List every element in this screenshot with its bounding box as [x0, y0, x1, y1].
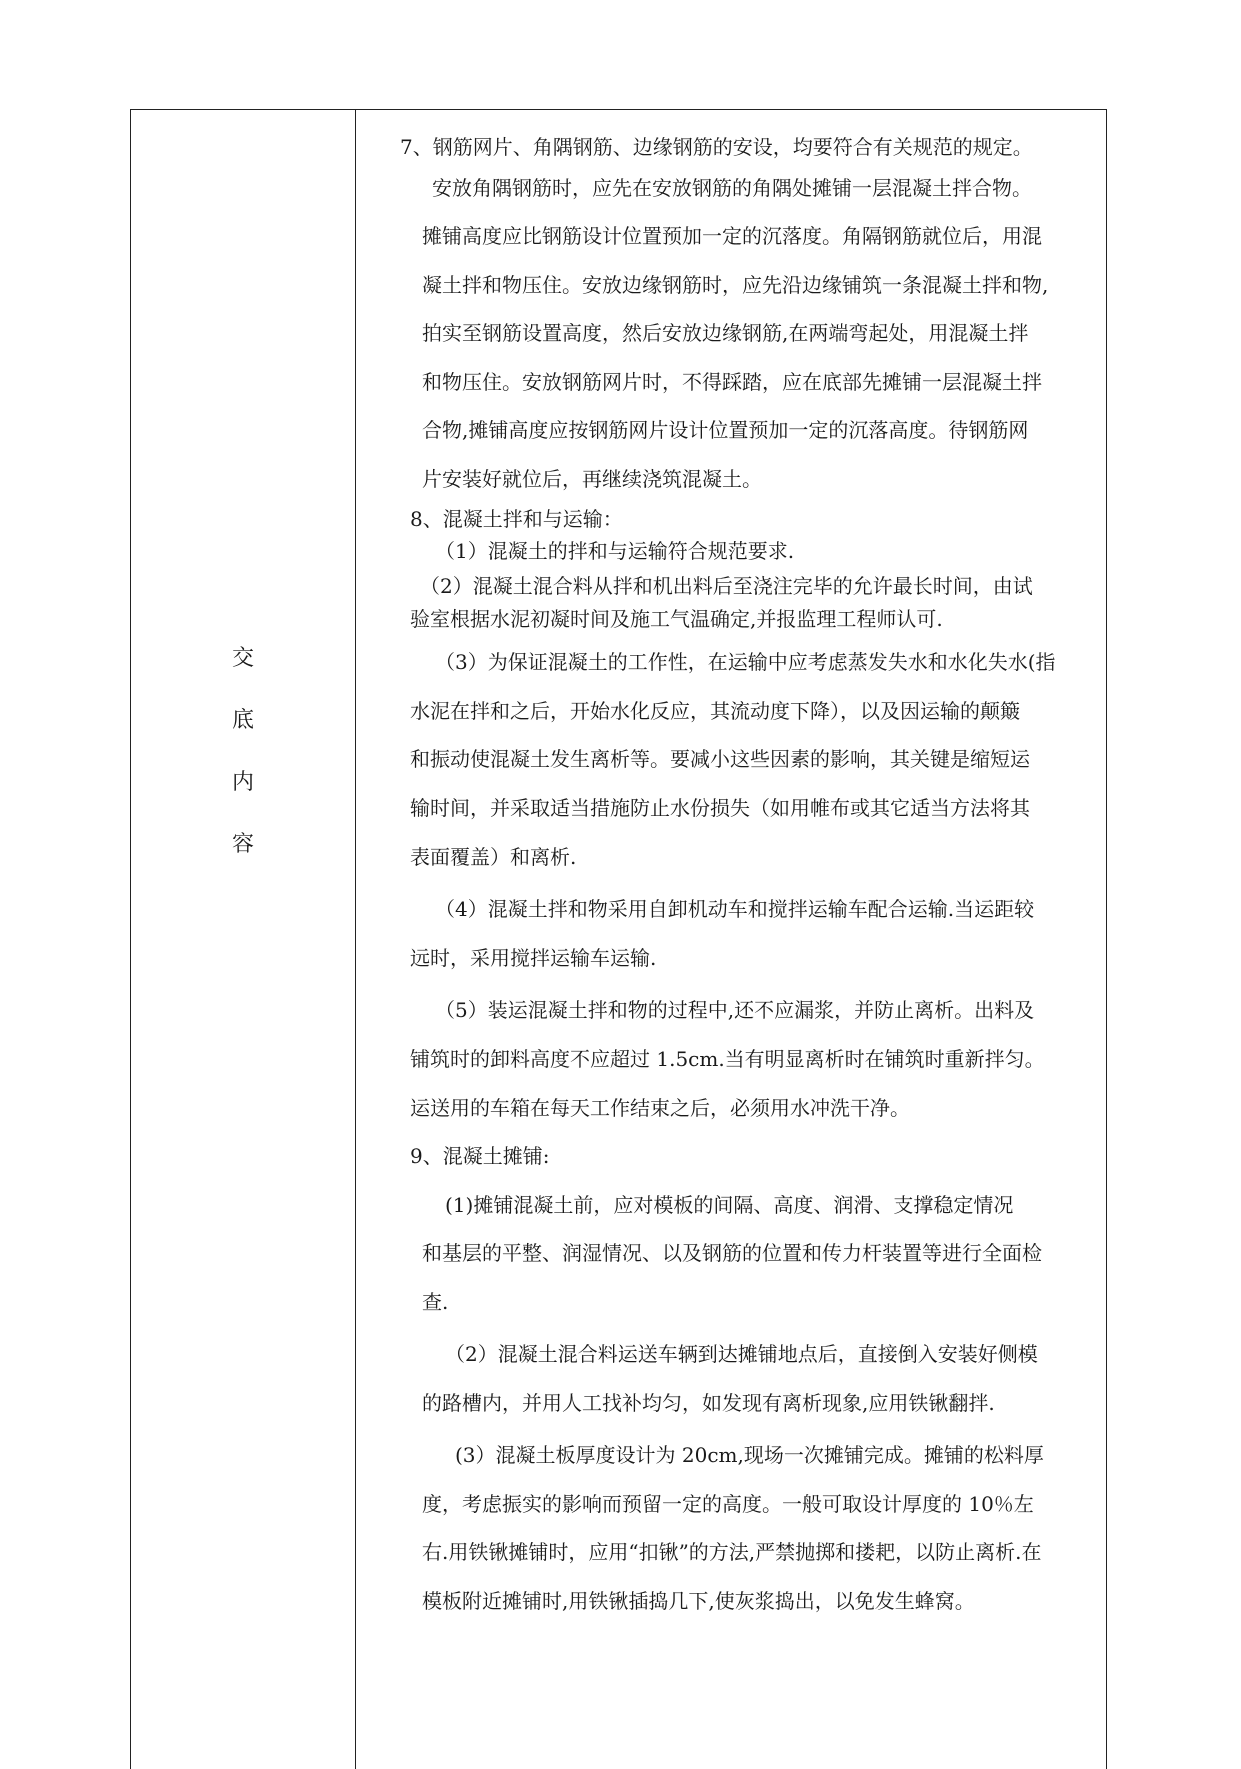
- content-line: 安放角隅钢筋时，应先在安放钢筋的角隅处摊铺一层混凝土拌合物。: [432, 176, 1032, 200]
- content-line: 凝土拌和物压住。安放边缘钢筋时，应先沿边缘铺筑一条混凝土拌和物,: [422, 273, 1049, 297]
- content-line: 度，考虑振实的影响而预留一定的高度。一般可取设计厚度的 10％左: [422, 1492, 1034, 1516]
- content-line: 和基层的平整、润湿情况、以及钢筋的位置和传力杆装置等进行全面检: [422, 1241, 1042, 1265]
- content-line: 水泥在拌和之后，开始水化反应，其流动度下降），以及因运输的颠簸: [410, 699, 1020, 723]
- content-line: 8、混凝土拌和与运输：: [410, 507, 623, 531]
- content-line: （2）混凝土混合料从拌和机出料后至浇注完毕的允许最长时间，由试: [420, 574, 1033, 598]
- content-line: 和振动使混凝土发生离析等。要减小这些因素的影响，其关键是缩短运: [410, 747, 1030, 771]
- table-frame: [130, 109, 1107, 1769]
- content-line: (3）混凝土板厚度设计为 20cm,现场一次摊铺完成。摊铺的松料厚: [455, 1443, 1044, 1467]
- content-line: 输时间，并采取适当措施防止水份损失（如用帷布或其它适当方法将其: [410, 796, 1030, 820]
- content-line: 和物压住。安放钢筋网片时，不得踩踏，应在底部先摊铺一层混凝土拌: [422, 370, 1042, 394]
- content-line: 验室根据水泥初凝时间及施工气温确定,并报监理工程师认可.: [410, 607, 943, 631]
- content-line: 的路槽内，并用人工找补均匀，如发现有离析现象,应用铁锹翻拌.: [422, 1391, 995, 1415]
- content-line: 查.: [422, 1290, 449, 1314]
- content-line: 模板附近摊铺时,用铁锹插捣几下,使灰浆捣出，以免发生蜂窝。: [422, 1589, 975, 1613]
- content-line: (1)摊铺混凝土前，应对模板的间隔、高度、润滑、支撑稳定情况: [445, 1193, 1014, 1217]
- content-line: 拍实至钢筋设置高度，然后安放边缘钢筋,在两端弯起处，用混凝土拌: [422, 321, 1029, 345]
- content-line: （2）混凝土混合料运送车辆到达摊铺地点后，直接倒入安装好侧模: [445, 1342, 1038, 1366]
- column-divider: [355, 109, 356, 1769]
- content-line: 远时，采用搅拌运输车运输.: [410, 946, 657, 970]
- content-line: 运送用的车箱在每天工作结束之后，必须用水冲洗干净。: [410, 1096, 910, 1120]
- content-line: 右.用铁锹摊铺时，应用“扣锹”的方法,严禁抛掷和搂耙，以防止离析.在: [422, 1540, 1042, 1564]
- content-line: （5）装运混凝土拌和物的过程中,还不应漏浆，并防止离析。出料及: [435, 998, 1035, 1022]
- content-line: 7、钢筋网片、角隅钢筋、边缘钢筋的安设，均要符合有关规范的规定。: [400, 135, 1033, 159]
- side-label-char: 交: [231, 646, 254, 671]
- content-line: 铺筑时的卸料高度不应超过 1.5cm.当有明显离析时在铺筑时重新拌匀。: [410, 1047, 1045, 1071]
- content-line: 片安装好就位后，再继续浇筑混凝土。: [422, 467, 762, 491]
- content-line: 摊铺高度应比钢筋设计位置预加一定的沉落度。角隔钢筋就位后，用混: [422, 224, 1042, 248]
- side-label-char: 底: [231, 708, 254, 733]
- content-line: 合物,摊铺高度应按钢筋网片设计位置预加一定的沉落高度。待钢筋网: [422, 418, 1029, 442]
- content-line: （4）混凝土拌和物采用自卸机动车和搅拌运输车配合运输.当运距较: [435, 897, 1035, 921]
- content-line: （3）为保证混凝土的工作性，在运输中应考虑蒸发失水和水化失水(指: [435, 650, 1056, 674]
- content-line: （1）混凝土的拌和与运输符合规范要求.: [435, 539, 795, 563]
- content-line: 表面覆盖）和离析.: [410, 845, 577, 869]
- side-label-char: 内: [231, 770, 254, 795]
- side-label: [228, 628, 258, 876]
- content-line: 9、混凝土摊铺:: [410, 1144, 550, 1168]
- side-label-char: 容: [231, 832, 254, 857]
